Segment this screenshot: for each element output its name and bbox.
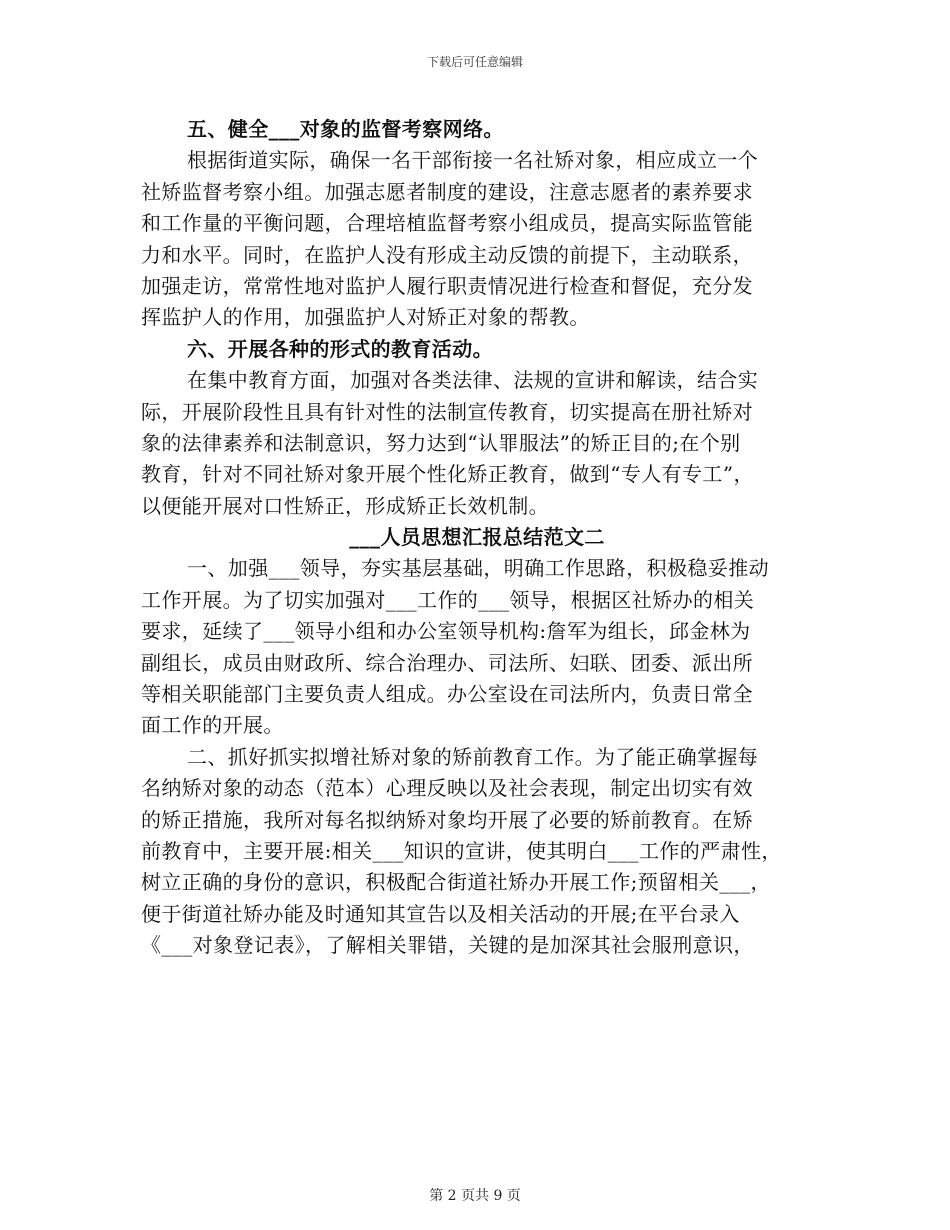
paragraph-line: 和工作量的平衡问题，合理培植监督考察小组成员，提高实际监管能 <box>141 211 753 236</box>
paragraph-line: 前教育中，主要开展:相关___知识的宣讲，使其明白___工作的严肃性， <box>141 838 782 863</box>
paragraph-line: 在集中教育方面，加强对各类法律、法规的宣讲和解读，结合实 <box>187 368 759 393</box>
paragraph-line: 际，开展阶段性且具有针对性的法制宣传教育，切实提高在册社矫对 <box>141 399 753 424</box>
paragraph-line: 二、抓好抓实拟增社矫对象的矫前教育工作。为了能正确掌握每 <box>187 744 759 769</box>
paragraph-line: 《___对象登记表》，了解相关罪错，关键的是加深其社会服刑意识， <box>141 933 754 958</box>
paragraph-line: 象的法律素养和法制意识，努力达到“认罪服法”的矫正目的;在个别 <box>141 430 741 455</box>
paragraph-line: 的矫正措施，我所对每名拟纳矫对象均开展了必要的矫前教育。在矫 <box>141 807 753 832</box>
paragraph-line: 力和水平。同时，在监护人没有形成主动反馈的前提下，主动联系， <box>141 242 753 267</box>
paragraph-line: 加强走访，常常性地对监护人履行职责情况进行检查和督促，充分发 <box>141 273 753 298</box>
page-footer: 第 2 页共 9 页 <box>429 1188 521 1204</box>
paragraph-line: 社矫监督考察小组。加强志愿者制度的建设，注意志愿者的素养要求 <box>141 179 753 204</box>
section-heading: 五、健全___对象的监督考察网络。 <box>187 117 504 141</box>
paragraph-line: 要求，延续了___领导小组和办公室领导机构:詹军为组长，邱金林为 <box>141 619 751 644</box>
paragraph-line: 一、加强___领导，夯实基层基础，明确工作思路，积极稳妥推动 <box>187 556 769 581</box>
paragraph-line: 名纳矫对象的动态（范本）心理反映以及社会表现，制定出切实有效 <box>141 776 753 801</box>
document-body <box>141 114 813 962</box>
page-header: 下载后可任意编辑 <box>426 55 523 69</box>
paragraph-line: 挥监护人的作用，加强监护人对矫正对象的帮教。 <box>141 305 590 330</box>
section-heading: 六、开展各种的形式的教育活动。 <box>187 336 493 361</box>
paragraph-line: 等相关职能部门主要负责人组成。办公室设在司法所内，负责日常全 <box>141 682 753 707</box>
paragraph-line: 便于街道社矫办能及时通知其宣告以及相关活动的开展;在平台录入 <box>141 901 740 926</box>
paragraph-line: 面工作的开展。 <box>141 713 284 738</box>
paragraph-line: 副组长，成员由财政所、综合治理办、司法所、妇联、团委、派出所 <box>141 650 753 675</box>
document-title: ___人员思想汇报总结范文二 <box>349 525 605 550</box>
paragraph-line: 教育，针对不同社矫对象开展个性化矫正教育，做到“专人有专工”， <box>141 462 754 487</box>
paragraph-line: 工作开展。为了切实加强对___工作的___领导，根据区社矫办的相关 <box>141 587 755 612</box>
paragraph-line: 根据街道实际，确保一名干部衔接一名社矫对象，相应成立一个 <box>187 148 759 173</box>
paragraph-line: 以便能开展对口性矫正，形成矫正长效机制。 <box>141 493 549 518</box>
paragraph-line: 树立正确的身份的意识，积极配合街道社矫办开展工作;预留相关___， <box>141 870 771 895</box>
